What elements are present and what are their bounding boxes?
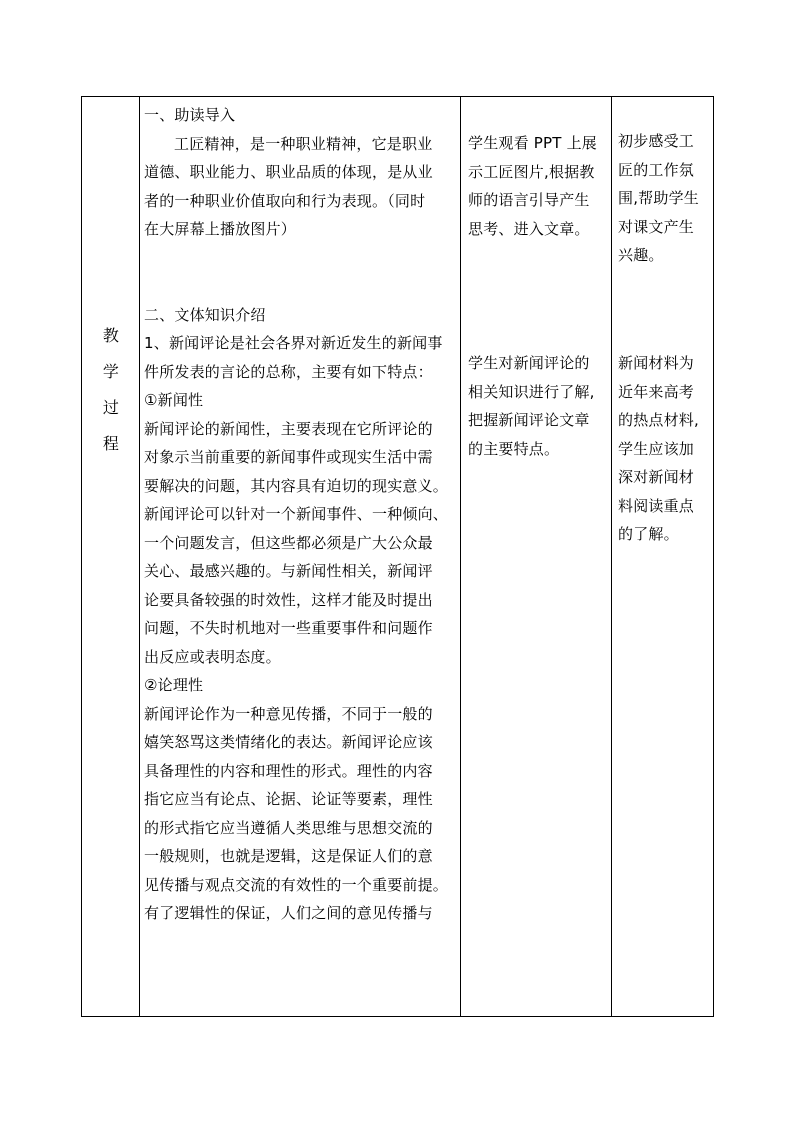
- paragraph-line: 嬉笑怒骂这类情绪化的表达。新闻评论应该: [144, 733, 433, 751]
- design-purpose-cell-2: [618, 349, 710, 549]
- purpose-line: 对课文产生: [618, 217, 695, 236]
- stage-label-cell: [82, 97, 139, 1016]
- stage-label: [102, 322, 120, 458]
- spacer: [144, 244, 458, 301]
- purpose-line: 的了解。: [618, 525, 679, 543]
- student-activity-line: 把握新闻评论文章: [468, 411, 590, 429]
- student-activity-line: 学生观看 PPT 上展: [468, 134, 597, 152]
- design-purpose-cell-1: [618, 127, 710, 270]
- paragraph-line: 论要具备较强的时效性，这样才能及时提出: [144, 590, 433, 609]
- subheading: ①新闻性: [144, 391, 204, 409]
- subheading: ②论理性: [144, 676, 204, 694]
- column-divider-2: [460, 97, 461, 1016]
- paragraph-line: 件所发表的言论的总称，主要有如下特点：: [144, 362, 433, 381]
- paragraph-line: 一个问题发言，但这些都必须是广大公众最: [144, 533, 433, 552]
- paragraph-line: 1、新闻评论是社会各界对新近发生的新闻事: [144, 334, 443, 352]
- paragraph-line: 一般规则，也就是逻辑，这是保证人们的意: [144, 847, 433, 865]
- stage-label-char: 学: [102, 362, 120, 381]
- paragraph-line: 指它应当有论点、论据、论证等要素，理性: [144, 790, 433, 808]
- lesson-plan-table: [81, 96, 714, 1017]
- student-activity-line: 的主要特点。: [468, 439, 560, 458]
- teaching-content-cell: [144, 101, 458, 928]
- purpose-line: 兴趣。: [618, 246, 664, 264]
- purpose-line: 的热点材料,: [618, 411, 699, 429]
- paragraph-line: 的形式指它应当遵循人类思维与思想交流的: [144, 818, 433, 837]
- purpose-line: 新闻材料为: [618, 354, 695, 372]
- paragraph-line: 者的一种职业价值取向和行为表现。（同时: [144, 191, 426, 210]
- paragraph-line: 有了逻辑性的保证，人们之间的意见传播与: [144, 904, 433, 922]
- paragraph-line: 工匠精神，是一种职业精神，它是职业: [174, 134, 433, 153]
- student-activity-line: 思考、进入文章。: [468, 219, 590, 238]
- paragraph-line: 对象示当前重要的新闻事件或现实生活中需: [144, 448, 433, 466]
- stage-label-char: 过: [102, 398, 120, 417]
- paragraph-line: 要解决的问题，其内容具有迫切的现实意义。: [144, 476, 449, 495]
- student-activity-line: 示工匠图片,根据教: [468, 162, 595, 181]
- paragraph-line: 新闻评论可以针对一个新闻事件、一种倾向、: [144, 505, 449, 523]
- student-activity-cell-1: [468, 129, 608, 243]
- purpose-line: 围,帮助学生: [618, 189, 699, 207]
- stage-label-char: 教: [102, 326, 120, 345]
- section-title: 一、助读导入: [144, 106, 236, 124]
- purpose-line: 近年来高考: [618, 382, 695, 401]
- stage-label-char: 程: [102, 434, 120, 453]
- paragraph-line: 具备理性的内容和理性的形式。理性的内容: [144, 761, 433, 780]
- purpose-line: 初步感受工: [618, 132, 695, 150]
- purpose-line: 料阅读重点: [618, 496, 695, 515]
- student-activity-line: 学生对新闻评论的: [468, 354, 590, 372]
- section-title: 二、文体知识介绍: [144, 305, 266, 324]
- paragraph-line: 新闻评论作为一种意见传播，不同于一般的: [144, 704, 433, 723]
- paragraph-line: 见传播与观点交流的有效性的一个重要前提。: [144, 875, 449, 894]
- column-divider-3: [611, 97, 612, 1016]
- paragraph-line: 问题，不失时机地对一些重要事件和问题作: [144, 619, 433, 637]
- paragraph-line: 新闻评论的新闻性，主要表现在它所评论的: [144, 419, 433, 438]
- paragraph-line: 关心、最感兴趣的。与新闻性相关，新闻评: [144, 562, 433, 580]
- student-activity-line: 相关知识进行了解,: [468, 382, 595, 401]
- purpose-line: 深对新闻材: [618, 468, 695, 486]
- purpose-line: 匠的工作氛: [618, 160, 695, 179]
- paragraph-line: 在大屏幕上播放图片）: [144, 220, 297, 238]
- column-divider-1: [139, 97, 140, 1016]
- paragraph-line: 出反应或表明态度。: [144, 647, 281, 666]
- purpose-line: 学生应该加: [618, 439, 695, 458]
- paragraph-line: 道德、职业能力、职业品质的体现，是从业: [144, 163, 433, 181]
- student-activity-cell-2: [468, 349, 608, 463]
- student-activity-line: 师的语言引导产生: [468, 191, 590, 209]
